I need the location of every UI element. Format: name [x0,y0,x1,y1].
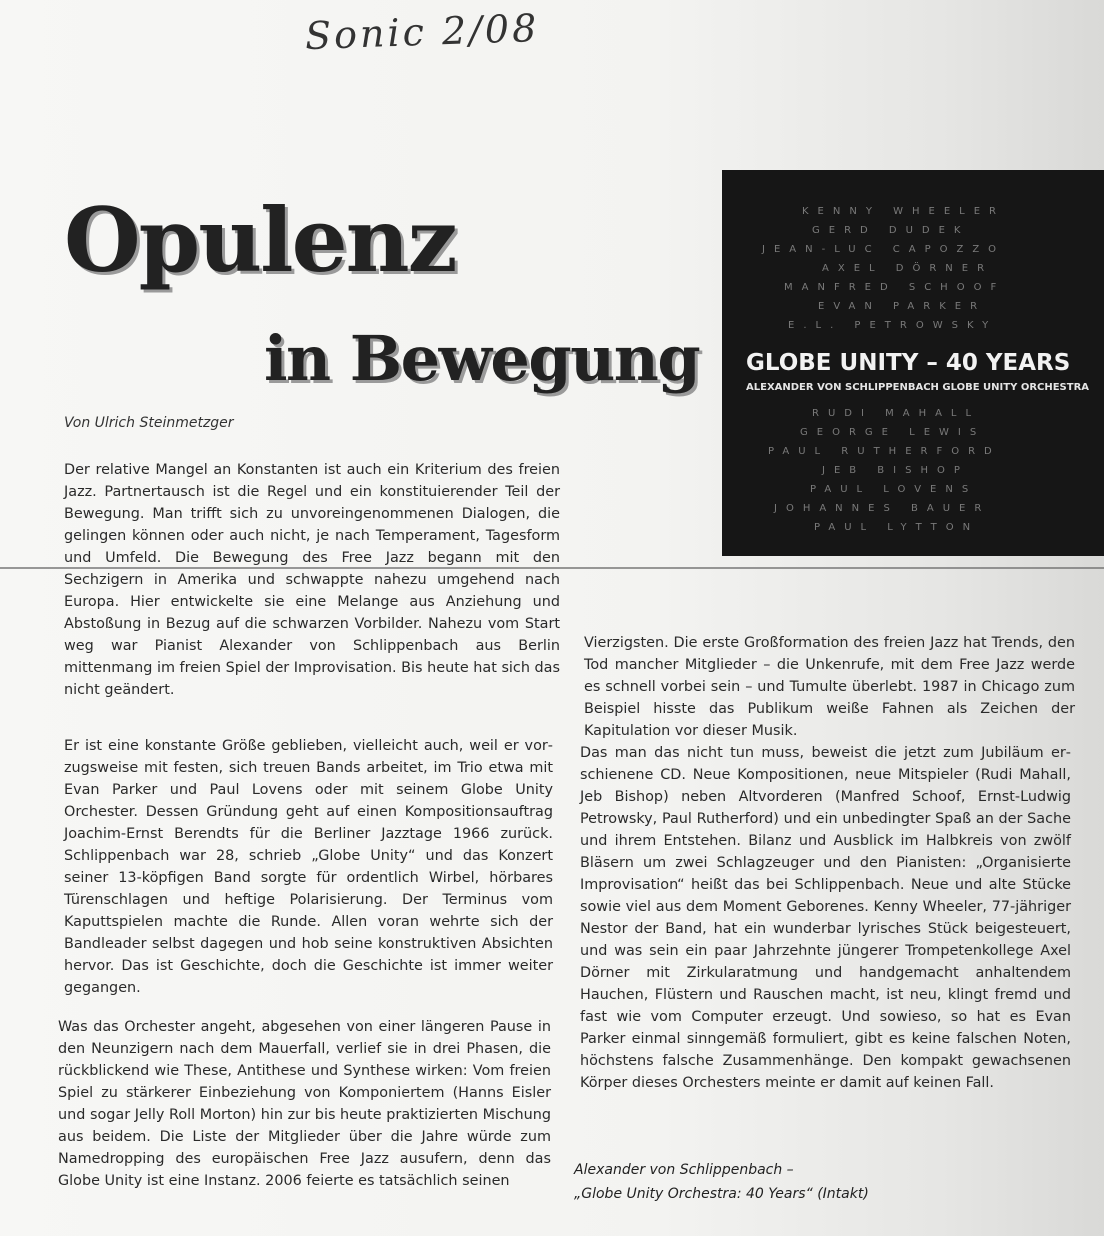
cover-name: KENNY WHEELER [802,206,1006,217]
cover-name: PAUL LOVENS [810,484,978,495]
cover-name: JEB BISHOP [822,465,969,476]
article-subtitle: in Bewegung [264,322,700,395]
paragraph-4: Vierzigsten. Die erste Großformation des freien Jazz hat Trends, den Tod mancher Mitglieder – die Unkenrufe, mit dem Free Jazz werde es schnell vorbei sein – und Tumulte überlebt. 1987 in Chicago zum Beispiel hisste das Publikum weiße Fahnen als Zeichen der Kapitulation vor dieser Musik. [584,635,1075,739]
cover-name: RUDI MAHALL [812,408,981,419]
paragraph-5: Das man das nicht tun muss, beweist die jetzt zum Jubiläum erschienene CD. Neue Kompositionen, neue Mitspieler (Rudi Mahall, Jeb Bishop) neben Altvorderen (Manfred Schoof, Ernst-Ludwig Petrowsky, Paul Rutherford) und ein unbedingter Spaß an der Sache und ihrem Entstehen. Bilanz und Ausblick im Halbkreis von zwölf Bläsern um zwei Schlagzeuger und den Pianisten: „Organisierte Improvisation“ heißt das bei Schlippenbach. Neue und alte Stücke sowie viel aus dem Moment Geborenes. Kenny Wheeler, 77-jähriger Nestor der Band, hat ein wunderbar lyrisches Stück beigesteuert, und was sein ein paar Jahrzehnte jüngerer Trompetenkollege Axel Dörner mit Zirkularatmung und handgemacht anhaltendem Hauchen, Flüstern und Rauschen macht, ist neu, klingt fremd und fast wie vom Computer erzeugt. Und sowieso, so hat es Evan Parker einmal sinngemäß formuliert, gibt es keine falschen Noten, höchstens falsche Zusammenhänge. Den kompakt gewachsenen Körper dieses Orchesters meinte er damit auf keinen Fall. [580,745,1071,1091]
cover-name: GEORGE LEWIS [800,427,986,438]
cover-name: JEAN-LUC CAPOZZO [762,244,1006,255]
cover-name: MANFRED SCHOOF [784,282,1006,293]
cover-name: GERD DUDEK [812,225,970,236]
cover-name: PAUL LYTTON [814,522,980,533]
cover-name: E.L. PETROWSKY [788,320,998,331]
paragraph-2: Er ist eine konstante Größe geblieben, vielleicht auch, weil er vorzugsweise mit festen, sich treuen Bands arbeitet, im Trio etwa mit Evan Parker und Paul Lovens oder mit seinem Globe Unity Orchester. Dessen Gründung geht auf einen Kompositionsauftrag Joachim-Ernst Berendts für die Berliner Jazztage 1966 zurück. Schlippenbach war 28, schrieb „Globe Unity“ und das Konzert seiner 13-köpfigen Band sorgte für ordentlich Wirbel, hörbares Türenschlagen und heftige Polarisierung. Der Terminus vom Kaputtspielen machte die Runde. Allen voran wehrte sich der Bandleader selbst dagegen und hob seine konstruktiven Absichten hervor. Das ist Geschichte, doch die Geschichte ist immer weiter gegangen. [64,738,553,996]
article-byline: Von Ulrich Steinmetzger [64,415,234,431]
cover-name: EVAN PARKER [818,301,987,312]
cover-name: PAUL RUTHERFORD [768,446,1001,457]
cover-subtitle: ALEXANDER VON SCHLIPPENBACH GLOBE UNITY ORCHESTRA [746,382,1090,393]
cover-title: GLOBE UNITY – 40 YEARS [746,350,1071,376]
album-caption [574,1158,869,1206]
cover-name: AXEL DÖRNER [822,263,994,274]
caption-album: „Globe Unity Orchestra: 40 Years“ (Intakt) [574,1186,869,1202]
album-cover [722,170,1104,556]
handwritten-annotation: Sonic 2/08 [304,5,540,59]
cover-name: JOHANNES BAUER [774,503,991,514]
article-title: Opulenz [64,188,456,292]
paragraph-1: Der relative Mangel an Konstanten ist auch ein Kriterium des freien Jazz. Partnertausch ist die Regel und ein konstituierender Teil der Bewegung. Man trifft sich zu unvoreingenommenen Dialogen, die gelingen können oder auch nicht, je nach Temperament, Tagesform und Umfeld. Die Bewegung des Free Jazz begann mit den Sechzigern in Amerika und schwappte nahezu umgehend nach Europa. Hier entwickelte sie eine Melange aus Anziehung und Abstoßung in Bezug auf die schwarzen Vorbilder. Nahezu vom Start weg war Pianist Alexander von Schlippenbach aus Berlin mittenmang im freien Spiel der Improvisation. Bis heute hat sich das nicht geändert. [64,462,560,698]
paper-fold-line [0,567,1104,569]
caption-artist: Alexander von Schlippenbach – [574,1162,794,1178]
paragraph-3: Was das Orchester angeht, abgesehen von einer längeren Pause in den Neunzigern nach dem Mauerfall, verlief sie in drei Phasen, die rückblickend wie These, Antithese und Synthese wirken: Vom freien Spiel zu stärkerer Einbeziehung von Komponiertem (Hanns Eisler und sogar Jelly Roll Morton) hin zur bis heute praktizierten Mischung aus beidem. Die Liste der Mitglieder über die Jahre würde zum Namedropping des europäischen Free Jazz ausufern, denn das Globe Unity ist eine Instanz. 2006 feierte es tatsächlich seinen [58,1019,551,1189]
